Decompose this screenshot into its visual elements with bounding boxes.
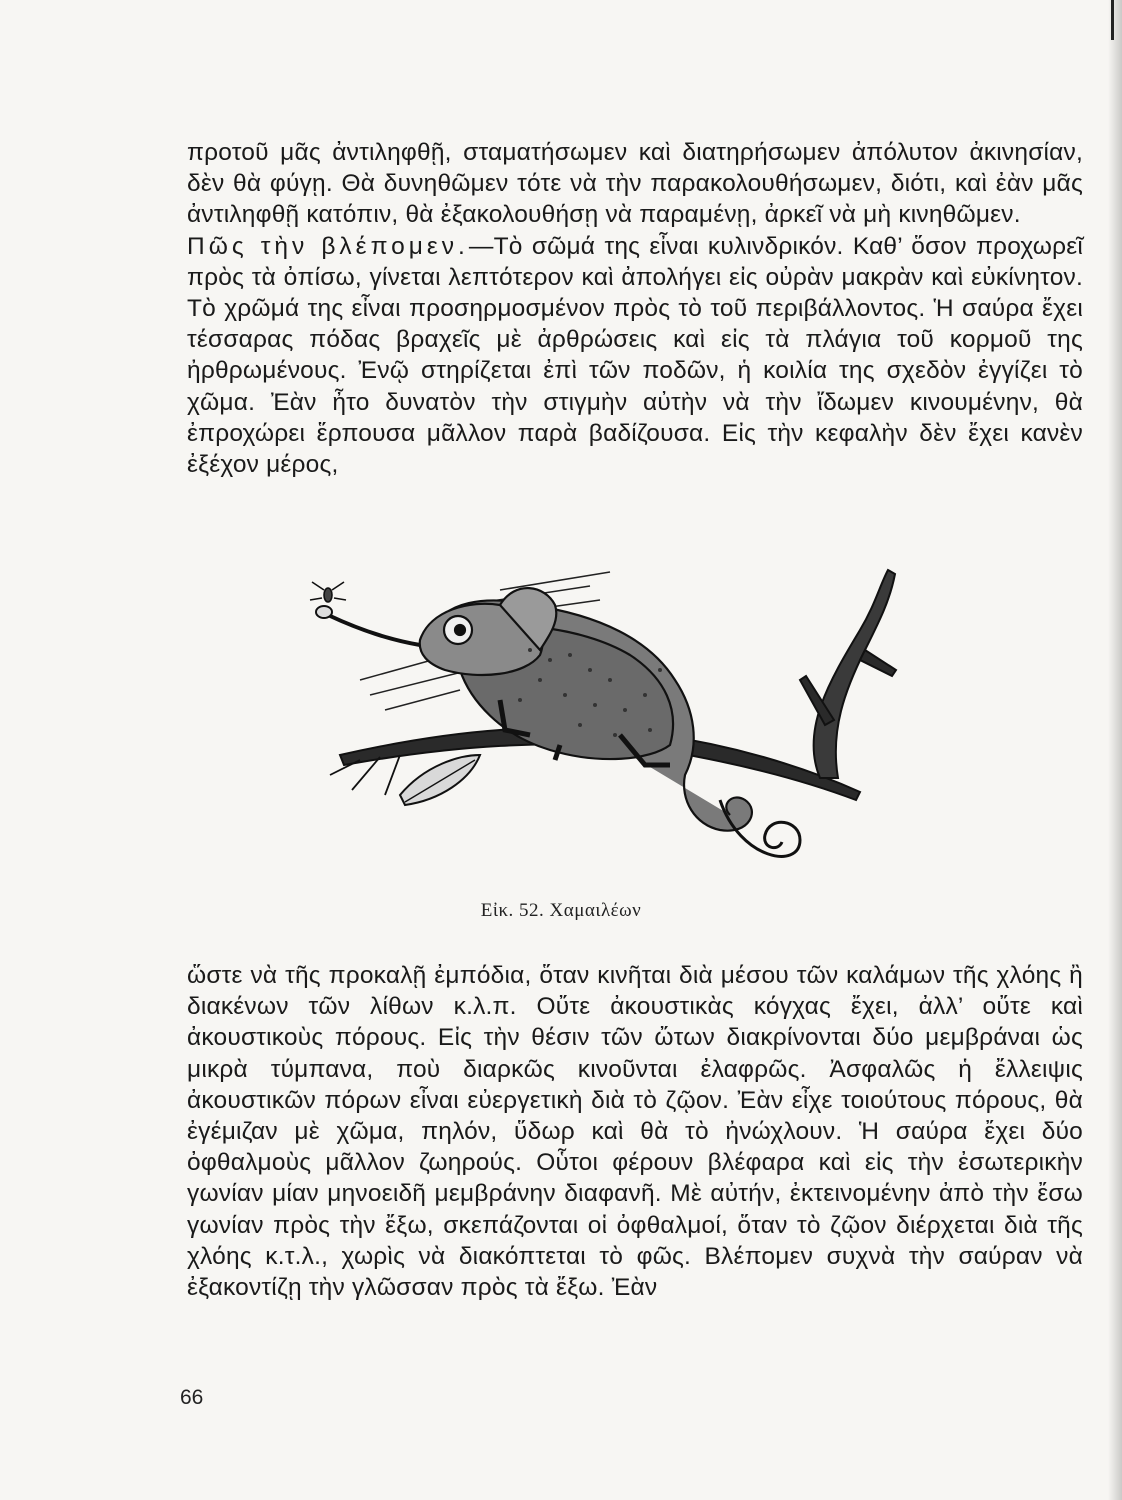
paragraph-section	[187, 231, 1083, 481]
page-edge-shadow	[1108, 0, 1122, 1500]
page-number: 66	[180, 1386, 204, 1409]
figure-caption: Εἰκ. 52. Χαμαιλέων	[480, 900, 642, 921]
section-heading: Πῶς τὴν βλέπομεν.	[187, 232, 469, 260]
page-edge-mark	[1111, 0, 1114, 40]
paragraph-intro: προτοῦ μᾶς ἀντιληφθῇ, σταματήσωμεν καὶ διατηρήσωμεν ἀπόλυτον ἀκινησίαν, δὲν θὰ φύγῃ. Θὰ δυνηθῶμεν τότε νὰ τὴν παρακολουθήσωμεν, διότι, καὶ ἐὰν μᾶς ἀντιληφθῇ κατόπιν, θὰ ἐξακολουθήσῃ νὰ παραμένῃ, ἀρκεῖ νὰ μὴ κινηθῶμεν.	[187, 139, 1083, 229]
top-text-block	[187, 137, 1083, 480]
paragraph-continuation: ὥστε νὰ τῆς προκαλῇ ἐμπόδια, ὅταν κινῆται διὰ μέσου τῶν καλάμων τῆς χλόης ἢ διακένων τῶν λίθων κ.λ.π. Οὔτε ἀκουστικὰς κόγχας ἔχει, ἀλλ’ οὔτε καὶ ἀκουστικοὺς πόρους. Εἰς τὴν θέσιν τῶν ὤτων διακρίνονται δύο μεμβράναι ὡς μικρὰ τύμπανα, ποὺ διαρκῶς κινοῦνται ἐλαφρῶς. Ἀσφαλῶς ἡ ἔλλειψις ἀκουστικῶν πόρων εἶναι εὐεργετικὴ διὰ τὸ ζῷον. Ἐὰν εἶχε τοιούτους πόρους, θὰ ἐγέμιζαν μὲ χῶμα, πηλόν, ὕδωρ καὶ θὰ τὸ ἠνώχλουν. Ἡ σαύρα ἔχει δύο ὀφθαλμοὺς μᾶλλον ζωηρούς. Οὗτοι φέρουν βλέφαρα καὶ εἰς τὴν ἐσωτερικὴν γωνίαν μίαν μηνοειδῆ μεμβράνην διαφανῆ. Μὲ αὐτήν, ἐκτεινομένην ἀπὸ τὴν ἔσω γωνίαν πρὸς τὴν ἔξω, σκεπάζονται οἱ ὀφθαλμοί, ὅταν τὸ ζῷον διέρχεται διὰ τῆς χλόης κ.τ.λ., χωρὶς νὰ διακόπτεται τὸ φῶς. Βλέπομεν συχνὰ τὴν σαύραν νὰ ἐξακοντίζῃ τὴν γλῶσσαν πρὸς τὰ ἔξω. Ἐὰν	[187, 962, 1083, 1302]
section-text: —Τὸ σῶμά της εἶναι κυλινδρικόν. Καθ’ ὅσον προχωρεῖ πρὸς τὰ ὀπίσω, γίνεται λεπτότερον καὶ ἀπολήγει εἰς οὐρὰν μακρὰν καὶ εὐκίνητον. Τὸ χρῶμά της εἶναι προσηρμοσμένον πρὸς τὸ τοῦ περιβάλλοντος. Ἡ σαύρα ἔχει τέσσαρας πόδας βραχεῖς μὲ ἀρθρώσεις καὶ εἰς τὰ πλάγια τοῦ κορμοῦ της ἠρθρωμένους. Ἐνῷ στηρίζεται ἐπὶ τῶν ποδῶν, ἡ κοιλία της σχεδὸν ἐγγίζει τὸ χῶμα. Ἐὰν ἦτο δυνατὸν τὴν στιγμὴν αὐτὴν νὰ τὴν ἴδωμεν κινουμένην, θὰ ἐπροχώρει ἕρπουσα μᾶλλον παρὰ βαδίζουσα. Εἰς τὴν κεφαλὴν δὲν ἔχει κανὲν ἐξέχον μέρος,	[187, 232, 1083, 479]
bottom-text-block	[187, 960, 1083, 1303]
chameleon-on-branch-illustration	[300, 560, 900, 890]
